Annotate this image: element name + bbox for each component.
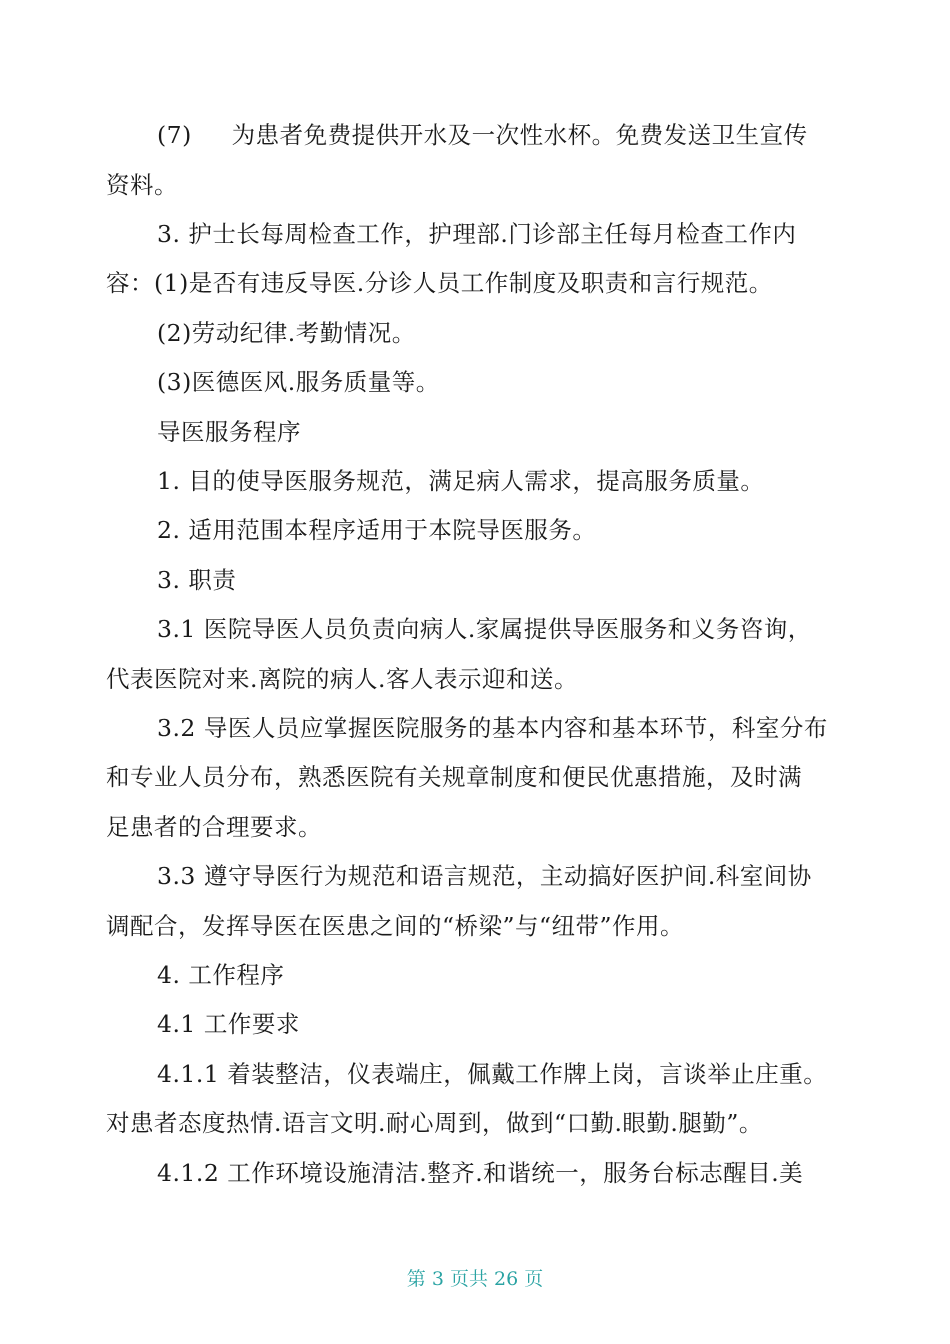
- text-line: 和专业人员分布，熟悉医院有关规章制度和便民优惠措施，及时满: [106, 763, 802, 791]
- text-line: 2. 适用范围本程序适用于本院导医服务。: [157, 516, 597, 544]
- section-heading: 导医服务程序: [157, 418, 301, 446]
- text-line: 代表医院对来.离院的病人.客人表示迎和送。: [106, 665, 578, 693]
- text-line: 3.2 导医人员应掌握医院服务的基本内容和基本环节，科室分布: [157, 714, 828, 742]
- text-line: 1. 目的使导医服务规范，满足病人需求，提高服务质量。: [157, 467, 765, 495]
- text-line: 4. 工作程序: [157, 961, 285, 989]
- text-line: 调配合，发挥导医在医患之间的“桥梁”与“纽带”作用。: [106, 912, 685, 940]
- text-line: 3. 职责: [157, 566, 237, 594]
- text-line: 4.1.2 工作环境设施清洁.整齐.和谐统一，服务台标志醒目.美: [157, 1159, 804, 1187]
- text-line: 资料。: [106, 171, 178, 199]
- text-line: 对患者态度热情.语言文明.耐心周到，做到“口勤.眼勤.腿勤”。: [106, 1109, 763, 1137]
- text-line: 4.1.1 着装整洁，仪表端庄，佩戴工作牌上岗，言谈举止庄重。: [157, 1060, 828, 1088]
- text-line: 3.1 医院导医人员负责向病人.家属提供导医服务和义务咨询，: [157, 615, 812, 643]
- page-number-footer: 第 3 页共 26 页: [406, 1268, 544, 1290]
- text-line: 足患者的合理要求。: [106, 813, 322, 841]
- text-line: 4.1 工作要求: [157, 1010, 300, 1038]
- text-line: 3.3 遵守导医行为规范和语言规范，主动搞好医护间.科室间协: [157, 862, 812, 890]
- text-line: (3)医德医风.服务质量等。: [157, 368, 440, 396]
- text-line: (7) 为患者免费提供开水及一次性水杯。免费发送卫生宣传: [157, 121, 808, 149]
- text-line: 3. 护士长每周检查工作，护理部.门诊部主任每月检查工作内: [157, 220, 797, 248]
- text-line: (2)劳动纪律.考勤情况。: [157, 319, 416, 347]
- text-line: 容：(1)是否有违反导医.分诊人员工作制度及职责和言行规范。: [106, 269, 773, 297]
